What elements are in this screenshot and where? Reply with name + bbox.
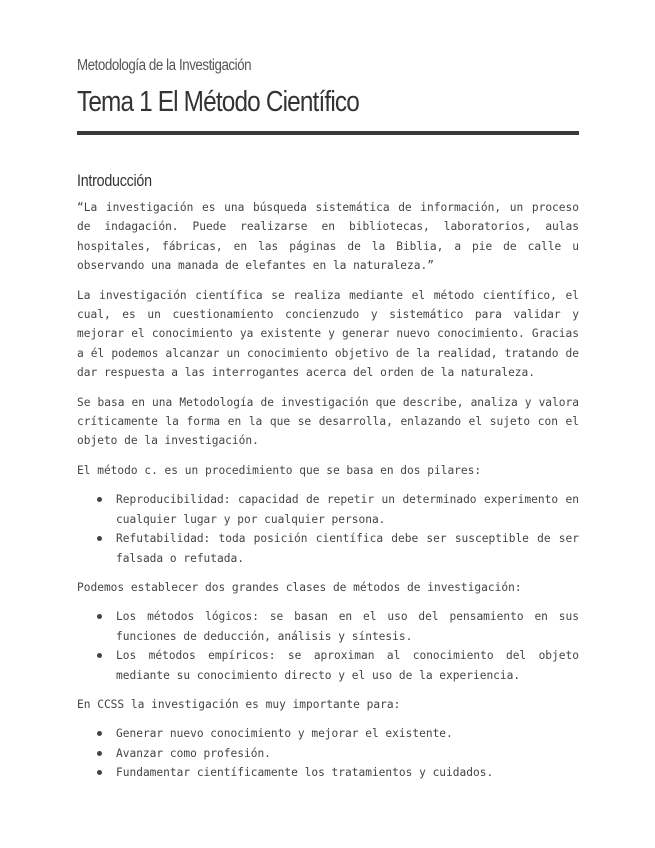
title-divider xyxy=(77,131,579,135)
paragraph-ccss-intro: En CCSS la investigación es muy importante para: xyxy=(77,697,401,711)
bullet-icon xyxy=(97,731,102,736)
list-item-text: Generar nuevo conocimiento y mejorar el existente. xyxy=(116,727,453,741)
list-item xyxy=(77,724,579,743)
bullet-icon xyxy=(97,536,102,541)
paragraph-metodologia: Se basa en una Metodología de investigación que describe, analiza y valora críticamente la forma en la que se desarrolla, enlazando el sujeto con el objeto de la investigación. xyxy=(77,395,579,448)
bullet-icon xyxy=(97,497,102,502)
paragraph-investigacion-cientifica: La investigación científica se realiza mediante el método científico, el cual, es un cuestionamiento concienzudo y sistemático para validar y mejorar el conocimiento ya existente y generar nuevo conocimiento. Gracias a él podemos alcanzar un conocimiento objetivo de la realidad, tratando de dar respuesta a las interrogantes acerca del orden de la naturaleza. xyxy=(77,288,579,380)
bullet-icon xyxy=(97,653,102,658)
paragraph-metodos-intro: Podemos establecer dos grandes clases de métodos de investigación: xyxy=(77,580,522,594)
bullet-icon xyxy=(97,614,102,619)
list-item xyxy=(77,607,579,646)
list-item-text: Avanzar como profesión. xyxy=(116,746,271,760)
list-item-text: Los métodos lógicos: se basan en el uso del pensamiento en sus funciones de deducción, análisis y síntesis. xyxy=(116,610,579,643)
list-item xyxy=(77,744,579,763)
list-item xyxy=(77,763,579,782)
list-item-text: Reproducibilidad: capacidad de repetir un determinado experimento en cualquier lugar y por cualquier persona. xyxy=(116,493,579,526)
list-metodos xyxy=(77,607,579,685)
bullet-icon xyxy=(97,770,102,775)
list-item xyxy=(77,529,579,568)
list-item xyxy=(77,646,579,685)
paragraph-pilares-intro: El método c. es un procedimiento que se basa en dos pilares: xyxy=(77,463,482,477)
list-item-text: Fundamentar científicamente los tratamientos y cuidados. xyxy=(116,766,494,780)
section-heading-introduccion: Introducción xyxy=(77,171,152,190)
document-page xyxy=(77,54,579,783)
list-item-text: Refutabilidad: toda posición científica debe ser susceptible de ser falsada o refutada. xyxy=(116,532,579,565)
list-ccss xyxy=(77,724,579,782)
list-item-text: Los métodos empíricos: se aproximan al conocimiento del objeto mediante su conocimiento directo y el uso de la experiencia. xyxy=(116,649,579,682)
bullet-icon xyxy=(97,751,102,756)
list-pilares xyxy=(77,490,579,568)
list-item xyxy=(77,490,579,529)
course-name: Metodología de la Investigación xyxy=(77,57,252,74)
paragraph-quote: “La investigación es una búsqueda sistemática de información, un proceso de indagación. Puede realizarse en bibliotecas, laboratorios, aulas hospitales, fábricas, en las páginas de la Biblia, a pie de calle u observando una manada de elefantes en la naturaleza.” xyxy=(77,201,579,273)
page-title: Tema 1 El Método Científico xyxy=(77,86,359,118)
